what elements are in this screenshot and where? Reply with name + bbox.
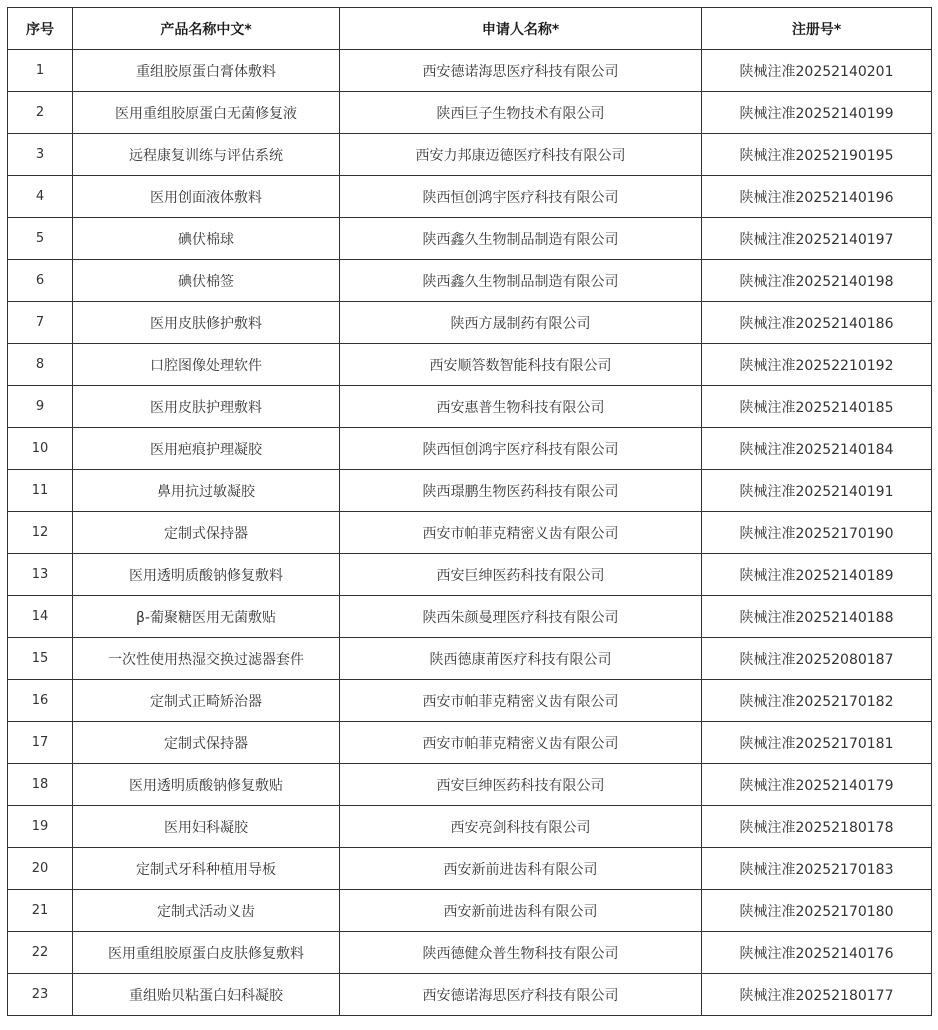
table-row — [8, 470, 932, 512]
cell-product-name: 碘伏棉球 — [73, 218, 340, 260]
table-row — [8, 260, 932, 302]
cell-applicant-name: 陕西恒创鸿宇医疗科技有限公司 — [340, 176, 702, 218]
cell-applicant-name: 陕西德健众普生物科技有限公司 — [340, 932, 702, 974]
cell-applicant-name: 西安市帕菲克精密义齿有限公司 — [340, 512, 702, 554]
cell-applicant-name: 西安顺答数智能科技有限公司 — [340, 344, 702, 386]
cell-product-name: 定制式保持器 — [73, 722, 340, 764]
cell-registration-number: 陕械注准20252180177 — [702, 974, 932, 1016]
cell-product-name: 碘伏棉签 — [73, 260, 340, 302]
table-row — [8, 932, 932, 974]
cell-applicant-name: 陕西璟鹏生物医药科技有限公司 — [340, 470, 702, 512]
cell-applicant-name: 陕西恒创鸿宇医疗科技有限公司 — [340, 428, 702, 470]
cell-applicant-name: 西安市帕菲克精密义齿有限公司 — [340, 680, 702, 722]
cell-index: 17 — [8, 722, 73, 764]
table-row — [8, 176, 932, 218]
cell-index: 8 — [8, 344, 73, 386]
cell-applicant-name: 陕西鑫久生物制品制造有限公司 — [340, 218, 702, 260]
cell-product-name: 定制式正畸矫治器 — [73, 680, 340, 722]
cell-registration-number: 陕械注准20252170190 — [702, 512, 932, 554]
header-product-name: 产品名称中文* — [73, 8, 340, 50]
cell-product-name: 医用皮肤护理敷料 — [73, 386, 340, 428]
cell-index: 7 — [8, 302, 73, 344]
cell-applicant-name: 西安惠普生物科技有限公司 — [340, 386, 702, 428]
cell-index: 20 — [8, 848, 73, 890]
cell-product-name: 医用创面液体敷料 — [73, 176, 340, 218]
table-row — [8, 344, 932, 386]
cell-registration-number: 陕械注准20252210192 — [702, 344, 932, 386]
cell-index: 19 — [8, 806, 73, 848]
cell-registration-number: 陕械注准20252140201 — [702, 50, 932, 92]
table-row — [8, 428, 932, 470]
table-row — [8, 512, 932, 554]
cell-registration-number: 陕械注准20252140186 — [702, 302, 932, 344]
cell-index: 2 — [8, 92, 73, 134]
cell-index: 9 — [8, 386, 73, 428]
cell-index: 15 — [8, 638, 73, 680]
cell-product-name: 医用皮肤修护敷料 — [73, 302, 340, 344]
header-index: 序号 — [8, 8, 73, 50]
table-row — [8, 722, 932, 764]
table-row — [8, 218, 932, 260]
cell-index: 12 — [8, 512, 73, 554]
cell-product-name: 鼻用抗过敏凝胶 — [73, 470, 340, 512]
cell-applicant-name: 陕西鑫久生物制品制造有限公司 — [340, 260, 702, 302]
cell-applicant-name: 西安市帕菲克精密义齿有限公司 — [340, 722, 702, 764]
cell-index: 1 — [8, 50, 73, 92]
cell-registration-number: 陕械注准20252140196 — [702, 176, 932, 218]
cell-registration-number: 陕械注准20252170180 — [702, 890, 932, 932]
cell-registration-number: 陕械注准20252140185 — [702, 386, 932, 428]
table-row — [8, 974, 932, 1016]
cell-applicant-name: 陕西德康莆医疗科技有限公司 — [340, 638, 702, 680]
header-registration-number: 注册号* — [702, 8, 932, 50]
cell-product-name: 重组胶原蛋白膏体敷料 — [73, 50, 340, 92]
table-header-row — [8, 8, 932, 50]
cell-product-name: β-葡聚糖医用无菌敷贴 — [73, 596, 340, 638]
cell-index: 14 — [8, 596, 73, 638]
cell-index: 4 — [8, 176, 73, 218]
table-row — [8, 134, 932, 176]
cell-registration-number: 陕械注准20252180178 — [702, 806, 932, 848]
cell-product-name: 医用透明质酸钠修复敷料 — [73, 554, 340, 596]
table-row — [8, 596, 932, 638]
cell-index: 23 — [8, 974, 73, 1016]
cell-applicant-name: 西安新前进齿科有限公司 — [340, 890, 702, 932]
cell-index: 16 — [8, 680, 73, 722]
table-body — [8, 50, 932, 1016]
table-row — [8, 806, 932, 848]
cell-registration-number: 陕械注准20252170181 — [702, 722, 932, 764]
cell-product-name: 重组贻贝粘蛋白妇科凝胶 — [73, 974, 340, 1016]
table-row — [8, 92, 932, 134]
cell-applicant-name: 西安巨绅医药科技有限公司 — [340, 764, 702, 806]
cell-applicant-name: 西安力邦康迈德医疗科技有限公司 — [340, 134, 702, 176]
cell-product-name: 定制式保持器 — [73, 512, 340, 554]
cell-registration-number: 陕械注准20252140189 — [702, 554, 932, 596]
cell-applicant-name: 陕西巨子生物技术有限公司 — [340, 92, 702, 134]
cell-index: 21 — [8, 890, 73, 932]
cell-index: 11 — [8, 470, 73, 512]
cell-registration-number: 陕械注准20252140191 — [702, 470, 932, 512]
cell-applicant-name: 陕西方晟制药有限公司 — [340, 302, 702, 344]
cell-registration-number: 陕械注准20252140197 — [702, 218, 932, 260]
cell-index: 3 — [8, 134, 73, 176]
cell-product-name: 医用疤痕护理凝胶 — [73, 428, 340, 470]
cell-product-name: 医用重组胶原蛋白皮肤修复敷料 — [73, 932, 340, 974]
table-row — [8, 302, 932, 344]
table-row — [8, 848, 932, 890]
cell-applicant-name: 西安新前进齿科有限公司 — [340, 848, 702, 890]
table-row — [8, 890, 932, 932]
cell-index: 13 — [8, 554, 73, 596]
cell-product-name: 医用重组胶原蛋白无菌修复液 — [73, 92, 340, 134]
cell-applicant-name: 西安巨绅医药科技有限公司 — [340, 554, 702, 596]
table-row — [8, 680, 932, 722]
cell-index: 22 — [8, 932, 73, 974]
cell-registration-number: 陕械注准20252140176 — [702, 932, 932, 974]
cell-product-name: 一次性使用热湿交换过滤器套件 — [73, 638, 340, 680]
cell-index: 6 — [8, 260, 73, 302]
cell-registration-number: 陕械注准20252140199 — [702, 92, 932, 134]
table-row — [8, 764, 932, 806]
cell-product-name: 医用妇科凝胶 — [73, 806, 340, 848]
cell-registration-number: 陕械注准20252140198 — [702, 260, 932, 302]
table-row — [8, 386, 932, 428]
cell-registration-number: 陕械注准20252170183 — [702, 848, 932, 890]
cell-product-name: 远程康复训练与评估系统 — [73, 134, 340, 176]
cell-index: 5 — [8, 218, 73, 260]
cell-applicant-name: 陕西朱颜曼理医疗科技有限公司 — [340, 596, 702, 638]
cell-product-name: 定制式活动义齿 — [73, 890, 340, 932]
cell-registration-number: 陕械注准20252080187 — [702, 638, 932, 680]
table-row — [8, 50, 932, 92]
cell-product-name: 口腔图像处理软件 — [73, 344, 340, 386]
table-row — [8, 638, 932, 680]
registration-table — [7, 7, 932, 1016]
cell-index: 10 — [8, 428, 73, 470]
cell-index: 18 — [8, 764, 73, 806]
cell-registration-number: 陕械注准20252190195 — [702, 134, 932, 176]
table-row — [8, 554, 932, 596]
cell-registration-number: 陕械注准20252140179 — [702, 764, 932, 806]
cell-registration-number: 陕械注准20252140184 — [702, 428, 932, 470]
cell-applicant-name: 西安德诺海思医疗科技有限公司 — [340, 974, 702, 1016]
cell-applicant-name: 西安亮剑科技有限公司 — [340, 806, 702, 848]
cell-product-name: 定制式牙科种植用导板 — [73, 848, 340, 890]
header-applicant-name: 申请人名称* — [340, 8, 702, 50]
registration-table-container — [7, 7, 931, 1016]
cell-product-name: 医用透明质酸钠修复敷贴 — [73, 764, 340, 806]
cell-applicant-name: 西安德诺海思医疗科技有限公司 — [340, 50, 702, 92]
cell-registration-number: 陕械注准20252140188 — [702, 596, 932, 638]
cell-registration-number: 陕械注准20252170182 — [702, 680, 932, 722]
